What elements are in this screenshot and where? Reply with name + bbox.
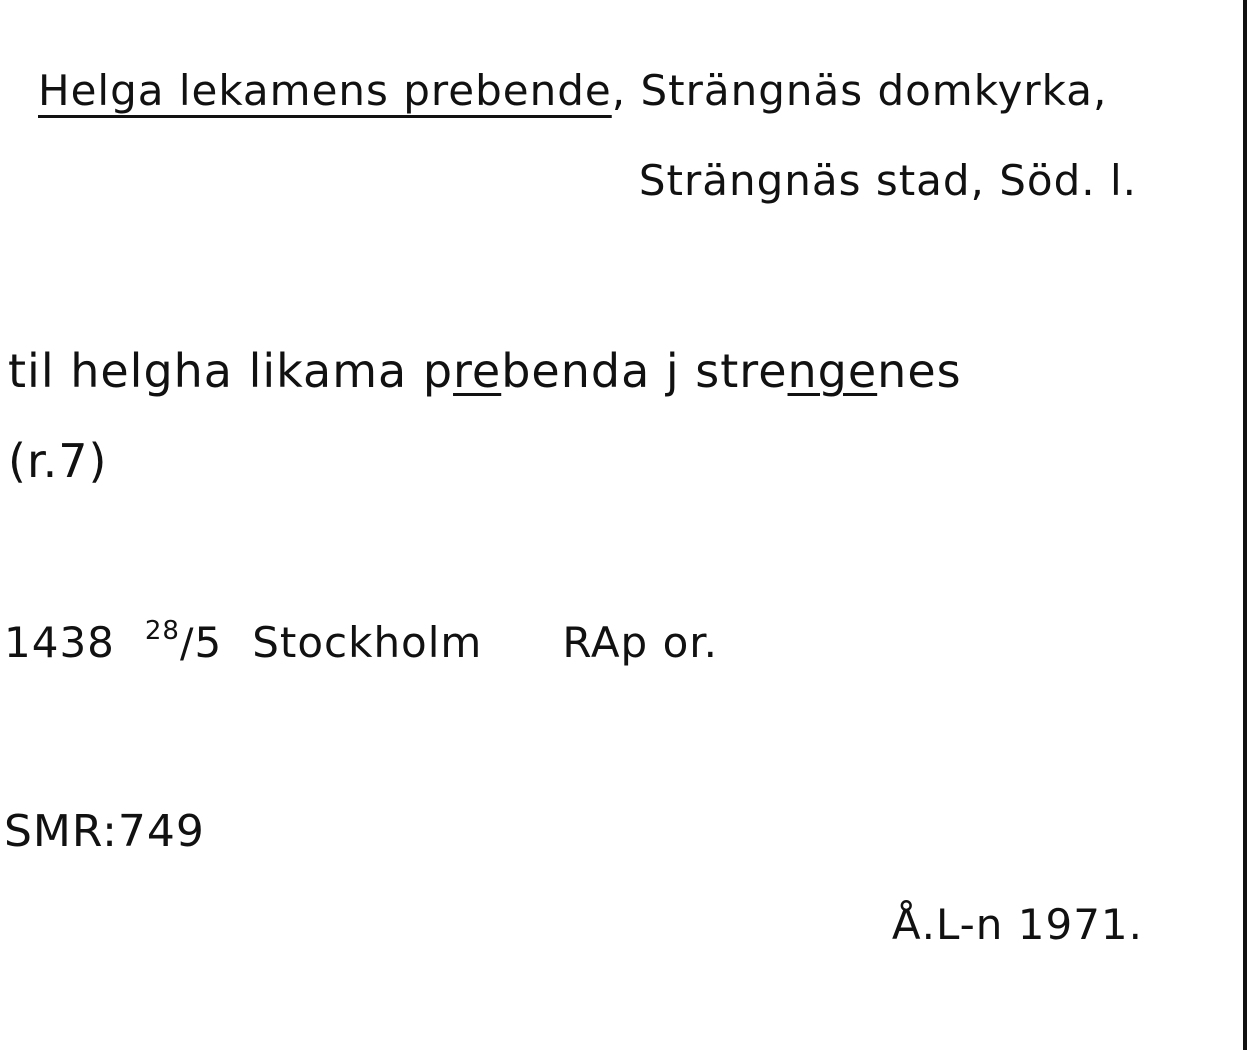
quote-underlined-1: re (453, 344, 502, 398)
card-heading (38, 66, 1107, 115)
smr-reference: SMR:749 (4, 806, 205, 857)
quote-underlined-2: nge (787, 344, 878, 398)
date-month: 5 (194, 618, 223, 667)
quote-part-1: til helgha likama p (8, 344, 454, 398)
date-day: 28 (144, 616, 180, 646)
signature-line: Å.L-n 1971. (891, 900, 1143, 949)
place-line: Strängnäs stad, Söd. l. (638, 156, 1137, 205)
quote-part-2: benda j stre (501, 344, 788, 398)
heading-rest-text: , Strängnäs domkyrka, (611, 66, 1108, 115)
source-quote (8, 344, 962, 398)
reference-note: (r.7) (8, 434, 108, 488)
date-row (4, 616, 718, 667)
card-edge-line (1243, 0, 1247, 1050)
date-fraction: $^{28}$/5 (144, 616, 223, 667)
heading-underlined-text: Helga lekamens prebende (38, 66, 612, 115)
year: 1438 (4, 618, 115, 667)
quote-part-3: nes (877, 344, 962, 398)
date-place: Stockholm (252, 618, 483, 667)
source-archive: RAp or. (562, 618, 719, 667)
